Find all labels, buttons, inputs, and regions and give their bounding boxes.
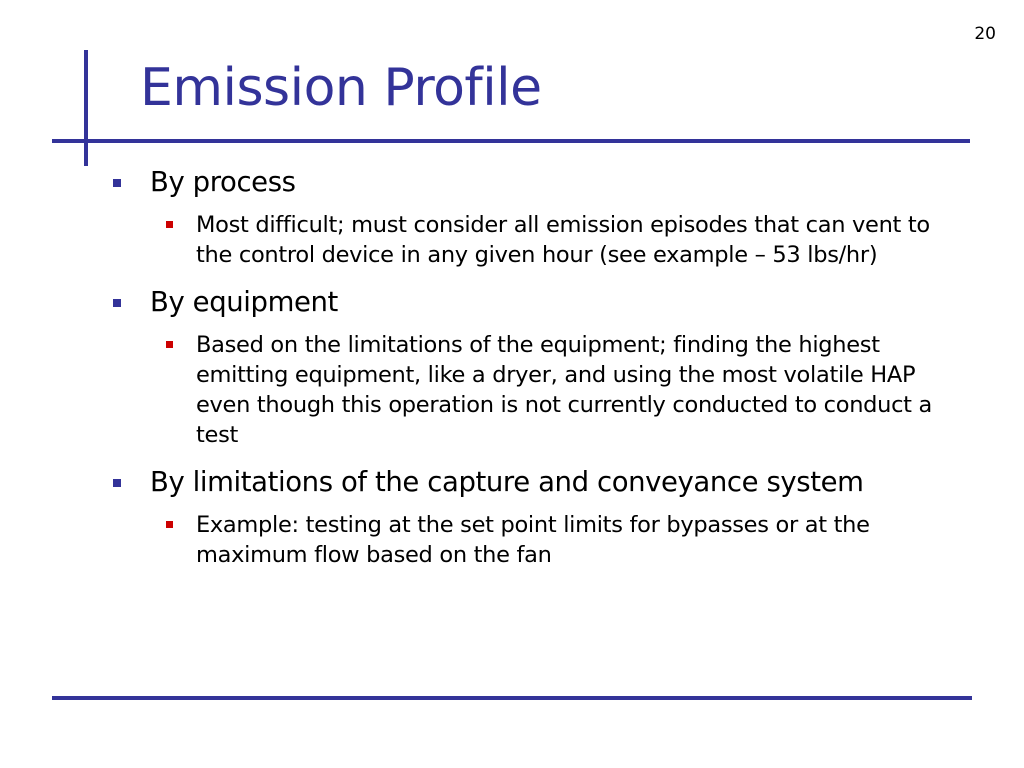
- bullet-text: By equipment: [150, 286, 338, 318]
- sub-bullet-item: [156, 330, 966, 450]
- sub-bullet-item: [156, 510, 966, 570]
- bullet-item: [110, 284, 970, 450]
- sub-bullet-list: [150, 330, 970, 450]
- sub-bullet-list: [150, 210, 970, 270]
- bullet-list: [110, 164, 970, 570]
- sub-bullet-text: Based on the limitations of the equipment; finding the highest emitting equipment, like a dryer, and using the most volatile HAP even though this operation is not currently conducted to conduct a test: [196, 332, 933, 448]
- title-horizontal-rule: [52, 139, 970, 143]
- bullet-text: By process: [150, 166, 296, 198]
- square-sub-bullet-icon: [166, 521, 173, 528]
- sub-bullet-text: Example: testing at the set point limits for bypasses or at the maximum flow based on the fan: [196, 512, 870, 568]
- footer-horizontal-rule: [52, 696, 972, 700]
- title-vertical-rule: [84, 50, 88, 166]
- sub-bullet-list: [150, 510, 970, 570]
- slide-number: 20: [974, 24, 996, 44]
- slide-title: Emission Profile: [140, 58, 542, 118]
- bullet-item: [110, 464, 970, 570]
- square-bullet-icon: [113, 479, 121, 487]
- sub-bullet-item: [156, 210, 966, 270]
- square-sub-bullet-icon: [166, 221, 173, 228]
- square-sub-bullet-icon: [166, 341, 173, 348]
- square-bullet-icon: [113, 179, 121, 187]
- bullet-item: [110, 164, 970, 270]
- bullet-text: By limitations of the capture and conveyance system: [150, 466, 864, 498]
- sub-bullet-text: Most difficult; must consider all emission episodes that can vent to the control device in any given hour (see example – 53 lbs/hr): [196, 212, 930, 268]
- square-bullet-icon: [113, 299, 121, 307]
